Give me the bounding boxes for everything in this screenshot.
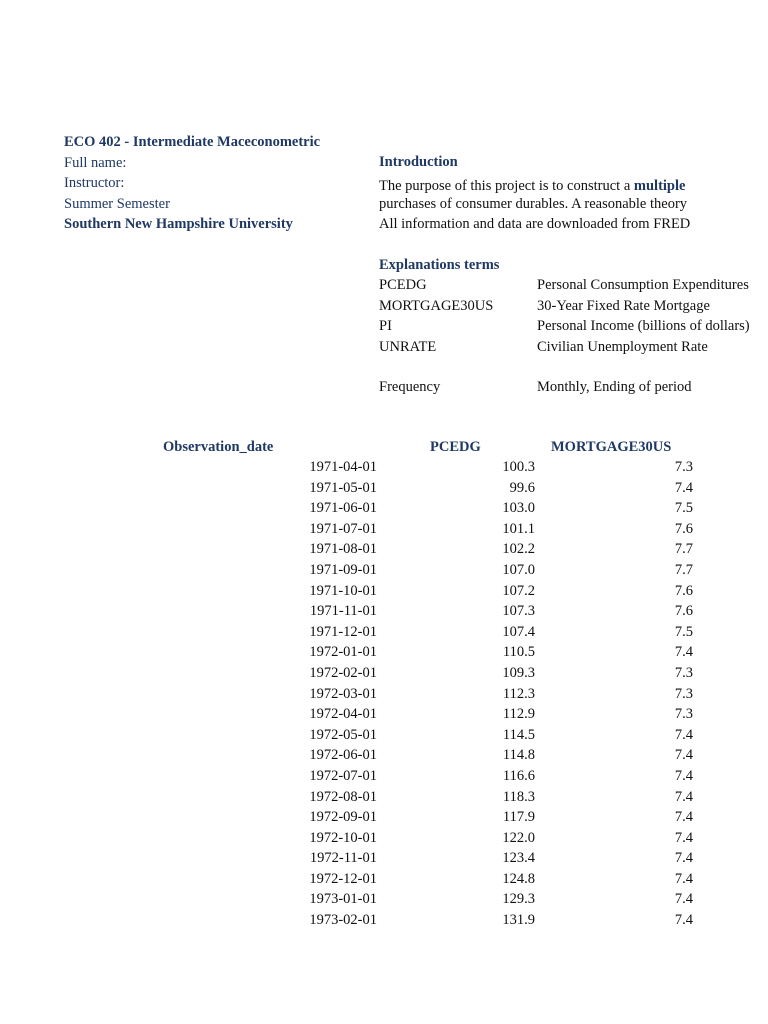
intro-bold-word: multiple — [633, 177, 686, 194]
cell-pcedg: 112.3 — [502, 685, 535, 702]
cell-date: 1971-12-01 — [309, 623, 377, 640]
term-name: PCEDG — [379, 277, 427, 293]
cell-pcedg: 107.0 — [502, 561, 535, 578]
table-row — [160, 766, 693, 787]
cell-pcedg: 112.9 — [502, 706, 535, 723]
cell-date: 1972-09-01 — [309, 809, 377, 826]
cell-date: 1971-08-01 — [309, 541, 377, 558]
cell-mortgage: 7.4 — [674, 767, 693, 784]
semester-label: Summer Semester — [64, 195, 170, 212]
cell-mortgage: 7.4 — [674, 891, 693, 908]
introduction-block — [379, 152, 750, 398]
header-observation-date: Observation_date — [163, 439, 274, 455]
table-row — [160, 725, 693, 746]
table-header-row — [160, 437, 693, 457]
cell-pcedg: 107.2 — [502, 582, 535, 599]
term-name: PI — [379, 318, 392, 334]
cell-date: 1973-02-01 — [309, 912, 377, 929]
cell-pcedg: 122.0 — [502, 829, 535, 846]
cell-date: 1972-12-01 — [309, 870, 377, 887]
cell-pcedg: 103.0 — [502, 500, 535, 517]
cell-date: 1972-04-01 — [309, 706, 377, 723]
cell-pcedg: 116.6 — [502, 767, 535, 784]
cell-pcedg: 124.8 — [502, 870, 535, 887]
term-description: 30-Year Fixed Rate Mortgage — [537, 297, 710, 314]
table-row — [160, 869, 693, 890]
table-row — [160, 745, 693, 766]
intro-paragraph-line-1 — [379, 176, 693, 197]
frequency-label: Frequency — [379, 379, 441, 395]
cell-date: 1971-10-01 — [309, 582, 377, 599]
term-row — [379, 316, 750, 337]
cell-date: 1972-10-01 — [309, 829, 377, 846]
table-row — [160, 519, 693, 540]
header-info-block — [64, 132, 320, 235]
cell-mortgage: 7.6 — [674, 582, 693, 599]
cell-mortgage: 7.4 — [674, 850, 693, 867]
intro-paragraph-line-3: All information and data are downloaded from FRED — [379, 216, 691, 232]
cell-mortgage: 7.4 — [674, 829, 693, 846]
cell-date: 1972-05-01 — [309, 726, 377, 743]
term-row — [379, 296, 710, 317]
table-row — [160, 539, 693, 560]
header-mortgage30us: MORTGAGE30US — [551, 439, 672, 455]
cell-pcedg: 123.4 — [502, 850, 535, 867]
table-row — [160, 807, 693, 828]
cell-pcedg: 109.3 — [502, 664, 535, 681]
table-row — [160, 498, 693, 519]
cell-date: 1972-08-01 — [309, 788, 377, 805]
cell-mortgage: 7.4 — [674, 809, 693, 826]
cell-mortgage: 7.4 — [674, 479, 693, 496]
term-description: Personal Income (billions of dollars) — [537, 318, 750, 334]
intro-text-1: The purpose of this project is to construct a — [379, 177, 634, 194]
term-name: MORTGAGE30US — [379, 297, 494, 314]
term-name: UNRATE — [379, 338, 437, 355]
table-body — [160, 457, 693, 931]
cell-pcedg: 107.3 — [502, 603, 535, 620]
frequency-row — [379, 377, 693, 398]
cell-date: 1972-02-01 — [309, 664, 377, 681]
cell-mortgage: 7.7 — [674, 561, 693, 578]
frequency-value: Monthly, Ending of period — [537, 379, 692, 395]
cell-mortgage: 7.3 — [674, 706, 693, 723]
table-row — [160, 848, 693, 869]
table-row — [160, 601, 693, 622]
cell-mortgage: 7.3 — [674, 685, 693, 702]
cell-pcedg: 131.9 — [502, 912, 535, 929]
cell-date: 1971-07-01 — [309, 520, 377, 537]
introduction-heading: Introduction — [379, 154, 458, 170]
cell-date: 1971-05-01 — [309, 479, 377, 496]
course-title: ECO 402 - Intermediate Maceconometric — [64, 134, 321, 150]
cell-mortgage: 7.4 — [674, 788, 693, 805]
table-row — [160, 457, 693, 478]
cell-pcedg: 102.2 — [502, 541, 535, 558]
cell-pcedg: 129.3 — [502, 891, 535, 908]
cell-date: 1972-06-01 — [309, 747, 377, 764]
table-row — [160, 581, 693, 602]
cell-pcedg: 118.3 — [502, 788, 535, 805]
cell-mortgage: 7.6 — [674, 520, 693, 537]
table-row — [160, 889, 693, 910]
table-row — [160, 910, 693, 931]
data-table — [160, 437, 693, 931]
cell-date: 1972-11-01 — [309, 850, 377, 867]
cell-date: 1973-01-01 — [309, 891, 377, 908]
table-row — [160, 684, 693, 705]
table-row — [160, 663, 693, 684]
table-row — [160, 560, 693, 581]
term-description: Civilian Unemployment Rate — [537, 338, 708, 355]
term-row — [379, 337, 708, 358]
intro-paragraph-line-2: purchases of consumer durables. A reasonable theory — [379, 196, 688, 212]
header-pcedg: PCEDG — [430, 439, 481, 455]
cell-pcedg: 99.6 — [509, 479, 535, 496]
cell-pcedg: 107.4 — [502, 623, 535, 640]
cell-pcedg: 114.5 — [502, 726, 535, 743]
cell-mortgage: 7.3 — [674, 459, 693, 475]
table-row — [160, 828, 693, 849]
table-row — [160, 622, 693, 643]
cell-date: 1972-03-01 — [309, 685, 377, 702]
cell-mortgage: 7.7 — [674, 541, 693, 558]
full-name-label: Full name: — [64, 154, 127, 171]
explanations-heading: Explanations terms — [379, 256, 500, 273]
cell-mortgage: 7.4 — [674, 726, 693, 743]
table-row — [160, 478, 693, 499]
cell-mortgage: 7.4 — [674, 912, 693, 929]
term-description: Personal Consumption Expenditures — [537, 277, 749, 293]
cell-mortgage: 7.4 — [674, 644, 693, 661]
cell-date: 1971-09-01 — [309, 561, 377, 578]
cell-date: 1971-04-01 — [309, 459, 377, 475]
cell-pcedg: 117.9 — [502, 809, 535, 826]
cell-pcedg: 100.3 — [502, 459, 535, 475]
term-row — [379, 275, 749, 296]
cell-date: 1972-01-01 — [309, 644, 377, 661]
table-row — [160, 642, 693, 663]
table-row — [160, 704, 693, 725]
cell-pcedg: 101.1 — [502, 520, 535, 537]
cell-mortgage: 7.5 — [674, 500, 693, 517]
cell-date: 1972-07-01 — [309, 767, 377, 784]
cell-mortgage: 7.4 — [674, 870, 693, 887]
cell-mortgage: 7.5 — [674, 623, 693, 640]
cell-mortgage: 7.4 — [674, 747, 693, 764]
cell-date: 1971-06-01 — [309, 500, 377, 517]
cell-date: 1971-11-01 — [309, 603, 377, 620]
cell-pcedg: 110.5 — [502, 644, 535, 661]
cell-mortgage: 7.3 — [674, 664, 693, 681]
table-row — [160, 787, 693, 808]
cell-mortgage: 7.6 — [674, 603, 693, 620]
university-name: Southern New Hampshire University — [64, 216, 293, 232]
instructor-label: Instructor: — [64, 175, 125, 191]
cell-pcedg: 114.8 — [502, 747, 535, 764]
